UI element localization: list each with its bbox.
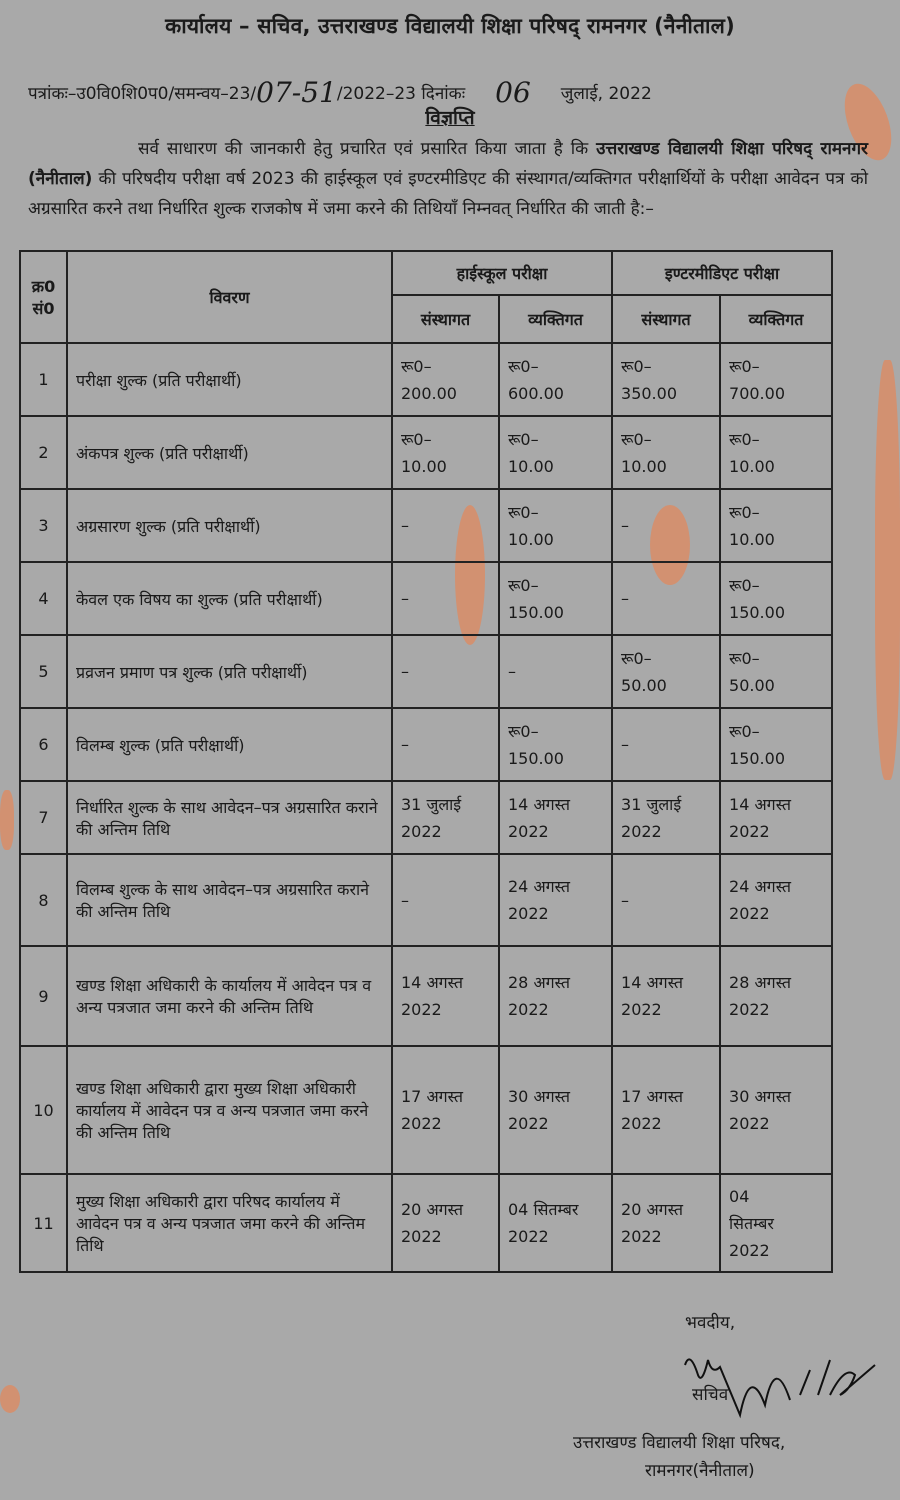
in-institutional-cell: – <box>612 562 720 635</box>
reference-suffix: /2022–23 दिनांकः <box>336 84 466 104</box>
serial-cell: 3 <box>20 489 67 562</box>
in-private-cell: रू0– 50.00 <box>720 635 832 708</box>
description-cell: अग्रसारण शुल्क (प्रति परीक्षार्थी) <box>67 489 392 562</box>
description-cell: अंकपत्र शुल्क (प्रति परीक्षार्थी) <box>67 416 392 489</box>
serial-cell: 4 <box>20 562 67 635</box>
intro-paragraph <box>28 134 868 224</box>
hs-private-cell: 30 अगस्त 2022 <box>499 1046 612 1174</box>
signatory-title: सचिव <box>692 1385 729 1405</box>
hs-institutional-cell: – <box>392 489 499 562</box>
hs-private-cell: – <box>499 635 612 708</box>
serial-cell: 2 <box>20 416 67 489</box>
description-cell: मुख्य शिक्षा अधिकारी द्वारा परिषद कार्यालय में आवेदन पत्र व अन्य पत्रजात जमा करने की अन्तिम तिथि <box>67 1174 392 1272</box>
closing-text: भवदीय, <box>685 1313 736 1333</box>
notice-title: विज्ञप्ति <box>425 107 475 129</box>
signatory-place: रामनगर(नैनीताल) <box>645 1461 755 1481</box>
serial-cell: 6 <box>20 708 67 781</box>
intro-board-name: उत्तराखण्ड विद्यालयी शिक्षा परिषद् रामनगर (नैनीताल) <box>28 139 869 189</box>
serial-cell: 8 <box>20 854 67 946</box>
hs-institutional-cell: 14 अगस्त 2022 <box>392 946 499 1046</box>
reference-prefix: पत्रांकः–उ0वि0शि0प0/समन्वय–23/ <box>28 84 257 104</box>
table-row <box>20 562 832 635</box>
reference-day: 06 <box>495 76 531 109</box>
table-row <box>20 1174 832 1272</box>
in-institutional-cell: रू0– 50.00 <box>612 635 720 708</box>
table-row <box>20 708 832 781</box>
description-cell: विलम्ब शुल्क के साथ आवेदन–पत्र अग्रसारित कराने की अन्तिम तिथि <box>67 854 392 946</box>
stain-mark <box>0 790 14 850</box>
in-institutional-cell: 14 अगस्त 2022 <box>612 946 720 1046</box>
office-heading: कार्यालय – सचिव, उत्तराखण्ड विद्यालयी शिक्षा परिषद् रामनगर (नैनीताल) <box>165 14 735 38</box>
in-institutional-cell: – <box>612 489 720 562</box>
signatory-organization: उत्तराखण्ड विद्यालयी शिक्षा परिषद, <box>573 1433 786 1453</box>
in-private-cell: 24 अगस्त 2022 <box>720 854 832 946</box>
table-row <box>20 343 832 416</box>
hs-private-cell: 04 सितम्बर 2022 <box>499 1174 612 1272</box>
in-institutional-cell: 20 अगस्त 2022 <box>612 1174 720 1272</box>
hs-institutional-cell: 17 अगस्त 2022 <box>392 1046 499 1174</box>
table-row <box>20 854 832 946</box>
fee-table-body <box>20 343 832 1272</box>
table-row <box>20 781 832 854</box>
header-in-private: व्यक्तिगत <box>720 295 832 343</box>
hs-private-cell: रू0– 10.00 <box>499 416 612 489</box>
hs-institutional-cell: – <box>392 854 499 946</box>
in-private-cell: 04 सितम्बर 2022 <box>720 1174 832 1272</box>
hs-institutional-cell: रू0– 10.00 <box>392 416 499 489</box>
fee-schedule-table <box>19 250 833 1273</box>
description-cell: परीक्षा शुल्क (प्रति परीक्षार्थी) <box>67 343 392 416</box>
hs-private-cell: 24 अगस्त 2022 <box>499 854 612 946</box>
header-hs-private: व्यक्तिगत <box>499 295 612 343</box>
serial-cell: 5 <box>20 635 67 708</box>
intro-part2: की परिषदीय परीक्षा वर्ष 2023 की हाईस्कूल एवं इण्टरमीडिएट की संस्थागत/व्यक्तिगत परीक्षार्थियों के परीक्षा आवेदन पत्र को अग्रसारित करने तथा निर्धारित शुल्क राजकोष में जमा करने की तिथियाँ निम्नवत् निर्धारित की जाती है:– <box>28 169 868 219</box>
stain-mark <box>0 1385 20 1413</box>
hs-private-cell: 14 अगस्त 2022 <box>499 781 612 854</box>
description-cell: केवल एक विषय का शुल्क (प्रति परीक्षार्थी) <box>67 562 392 635</box>
description-cell: निर्धारित शुल्क के साथ आवेदन–पत्र अग्रसारित कराने की अन्तिम तिथि <box>67 781 392 854</box>
serial-cell: 11 <box>20 1174 67 1272</box>
description-cell: खण्ड शिक्षा अधिकारी के कार्यालय में आवेदन पत्र व अन्य पत्रजात जमा करने की अन्तिम तिथि <box>67 946 392 1046</box>
in-institutional-cell: 17 अगस्त 2022 <box>612 1046 720 1174</box>
header-serial: क्र0 सं0 <box>20 251 67 343</box>
hs-institutional-cell: – <box>392 562 499 635</box>
intro-part1: सर्व साधारण की जानकारी हेतु प्रचारित एवं प्रसारित किया जाता है कि <box>138 139 589 159</box>
in-private-cell: रू0– 700.00 <box>720 343 832 416</box>
hs-institutional-cell: 31 जुलाई 2022 <box>392 781 499 854</box>
serial-cell: 9 <box>20 946 67 1046</box>
reference-number: 07-51 <box>256 76 337 109</box>
in-private-cell: रू0– 150.00 <box>720 562 832 635</box>
in-institutional-cell: रू0– 10.00 <box>612 416 720 489</box>
in-private-cell: रू0– 10.00 <box>720 416 832 489</box>
hs-institutional-cell: – <box>392 635 499 708</box>
in-institutional-cell: – <box>612 708 720 781</box>
hs-private-cell: 28 अगस्त 2022 <box>499 946 612 1046</box>
header-in-institutional: संस्थागत <box>612 295 720 343</box>
hs-institutional-cell: 20 अगस्त 2022 <box>392 1174 499 1272</box>
hs-private-cell: रू0– 600.00 <box>499 343 612 416</box>
table-row <box>20 489 832 562</box>
serial-cell: 10 <box>20 1046 67 1174</box>
table-row <box>20 635 832 708</box>
in-private-cell: 28 अगस्त 2022 <box>720 946 832 1046</box>
in-institutional-cell: – <box>612 854 720 946</box>
table-row <box>20 946 832 1046</box>
in-private-cell: 14 अगस्त 2022 <box>720 781 832 854</box>
header-highschool: हाईस्कूल परीक्षा <box>392 251 612 295</box>
in-institutional-cell: 31 जुलाई 2022 <box>612 781 720 854</box>
header-description: विवरण <box>67 251 392 343</box>
reference-month-year: जुलाई, 2022 <box>560 84 652 104</box>
in-private-cell: रू0– 150.00 <box>720 708 832 781</box>
serial-cell: 7 <box>20 781 67 854</box>
stain-mark <box>875 360 900 780</box>
hs-institutional-cell: – <box>392 708 499 781</box>
description-cell: विलम्ब शुल्क (प्रति परीक्षार्थी) <box>67 708 392 781</box>
table-row <box>20 1046 832 1174</box>
hs-private-cell: रू0– 150.00 <box>499 562 612 635</box>
header-intermediate: इण्टरमीडिएट परीक्षा <box>612 251 832 295</box>
serial-cell: 1 <box>20 343 67 416</box>
hs-institutional-cell: रू0– 200.00 <box>392 343 499 416</box>
in-private-cell: 30 अगस्त 2022 <box>720 1046 832 1174</box>
header-hs-institutional: संस्थागत <box>392 295 499 343</box>
description-cell: प्रव्रजन प्रमाण पत्र शुल्क (प्रति परीक्षार्थी) <box>67 635 392 708</box>
hs-private-cell: रू0– 10.00 <box>499 489 612 562</box>
description-cell: खण्ड शिक्षा अधिकारी द्वारा मुख्य शिक्षा अधिकारी कार्यालय में आवेदन पत्र व अन्य पत्रजात जमा करने की अन्तिम तिथि <box>67 1046 392 1174</box>
hs-private-cell: रू0– 150.00 <box>499 708 612 781</box>
in-private-cell: रू0– 10.00 <box>720 489 832 562</box>
in-institutional-cell: रू0– 350.00 <box>612 343 720 416</box>
table-row <box>20 416 832 489</box>
